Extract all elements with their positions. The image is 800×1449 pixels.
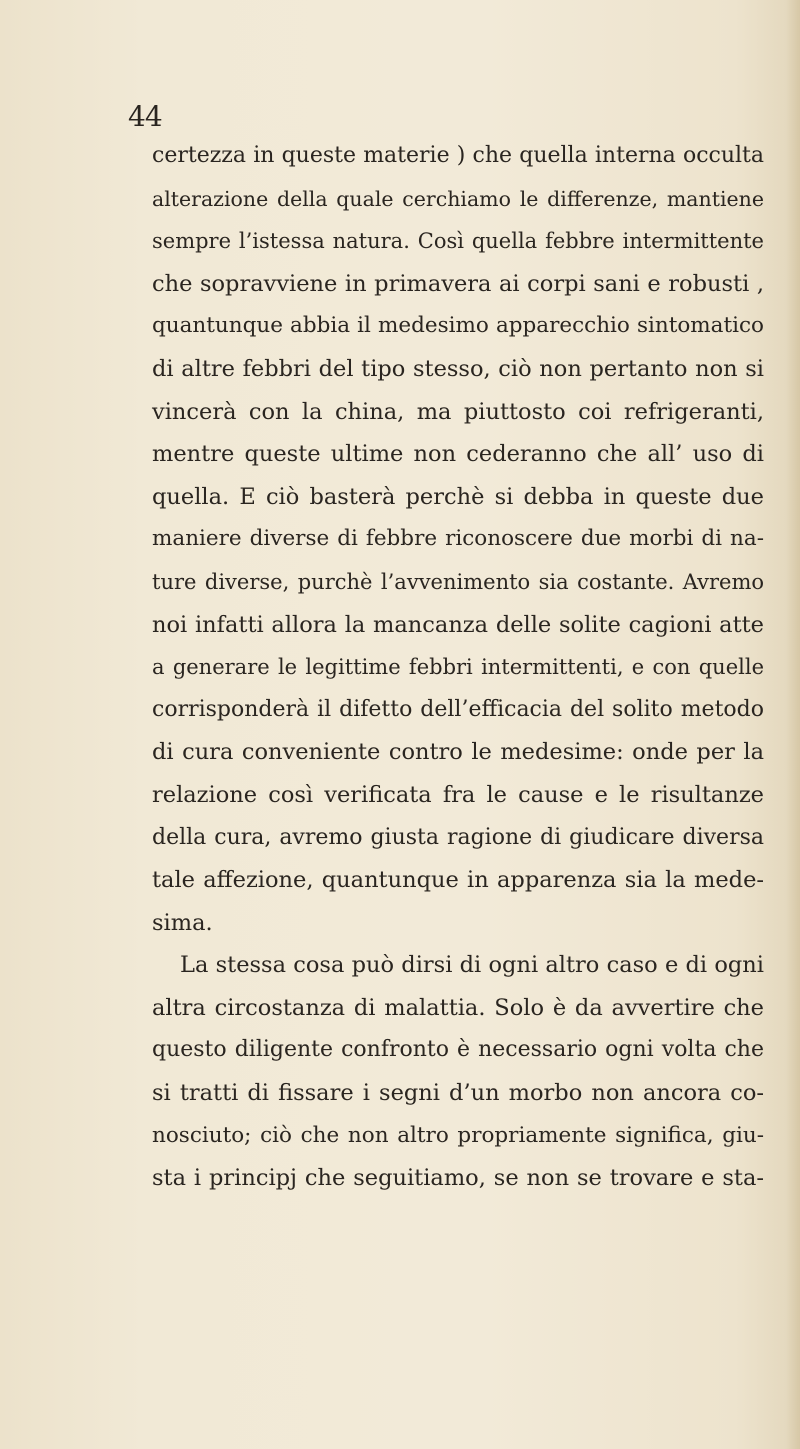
text-line: di altre febbri del tipo stesso, ciò non pertanto non si — [152, 355, 764, 382]
text-line: sta i principj che seguitiamo, se non se trovare e sta- — [152, 1165, 764, 1192]
text-line: vincerà con la china, ma piuttosto coi refrigeranti, — [152, 398, 764, 425]
text-line-paragraph-end: sima. — [152, 909, 213, 936]
text-line: certezza in queste materie ) che quella interna occulta — [152, 143, 764, 168]
text-line: tale affezione, quantunque in apparenza sia la mede- — [152, 867, 764, 894]
text-line: maniere diverse di febbre riconoscere due morbi di na- — [152, 526, 764, 552]
text-line: mentre queste ultime non cederanno che all’ uso di — [152, 441, 764, 468]
text-line: questo diligente confronto è necessario ogni volta che — [152, 1037, 764, 1063]
page-edge-shadow — [786, 0, 800, 1449]
text-line: nosciuto; ciò che non altro propriamente significa, giu- — [152, 1122, 764, 1148]
page-number: 44 — [128, 100, 162, 133]
text-line: a generare le legittime febbri intermittenti, e con quelle — [152, 655, 764, 680]
text-line: si tratti di fissare i segni d’un morbo non ancora co- — [152, 1080, 764, 1107]
text-line: sempre l’istessa natura. Così quella febbre intermittente — [152, 229, 764, 254]
text-line: che sopravviene in primavera ai corpi sani e robusti , — [152, 270, 764, 297]
text-line: relazione così verificata fra le cause e le risultanze — [152, 781, 764, 808]
body-text — [152, 135, 764, 1200]
text-line: corrisponderà il difetto dell’efficacia del solito metodo — [152, 696, 764, 722]
text-line-paragraph-start: La stessa cosa può dirsi di ogni altro caso e di ogni — [180, 952, 764, 979]
text-line: della cura, avremo giusta ragione di giudicare diversa — [152, 824, 764, 850]
text-line: alterazione della quale cerchiamo le differenze, mantiene — [152, 186, 764, 211]
text-line: quella. E ciò basterà perchè si debba in queste due — [152, 483, 764, 510]
text-line: di cura conveniente contro le medesime: onde per la — [152, 739, 764, 766]
text-line: noi infatti allora la mancanza delle solite cagioni atte — [152, 611, 764, 638]
text-line: ture diverse, purchè l’avvenimento sia costante. Avremo — [152, 569, 764, 594]
text-line: quantunque abbia il medesimo apparecchio sintomatico — [152, 313, 764, 339]
text-line: altra circostanza di malattia. Solo è da avvertire che — [152, 994, 764, 1021]
